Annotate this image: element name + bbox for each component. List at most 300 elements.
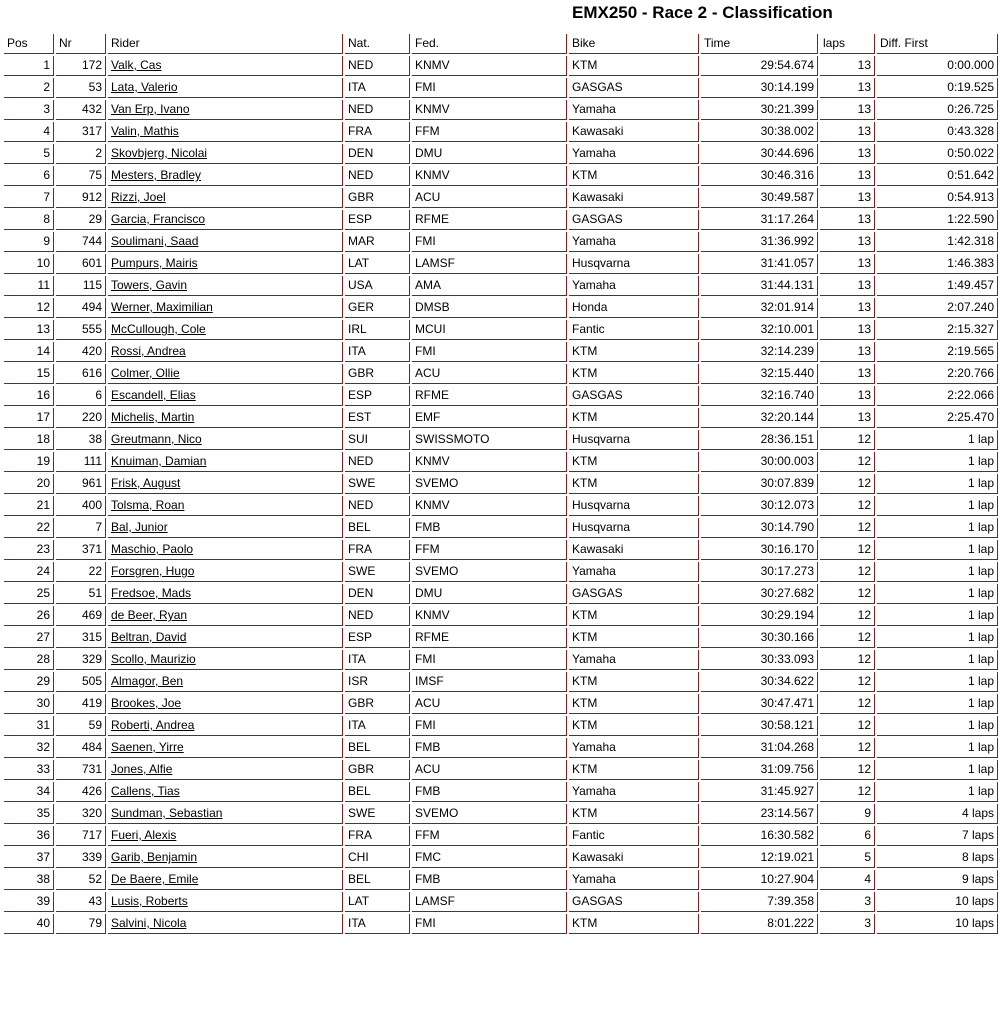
rider-link[interactable]: Frisk, August <box>111 476 181 490</box>
laps-cell: 13 <box>820 122 875 142</box>
table-row <box>4 452 998 472</box>
rider-link[interactable]: Rizzi, Joel <box>111 190 166 204</box>
rider-link[interactable]: Almagor, Ben <box>111 674 184 688</box>
federation-cell: KNMV <box>412 606 567 626</box>
time-cell: 30:58.121 <box>701 716 818 736</box>
pos-cell: 9 <box>4 232 54 252</box>
time-cell: 30:17.273 <box>701 562 818 582</box>
rider-cell <box>108 166 343 186</box>
rider-cell <box>108 386 343 406</box>
laps-cell: 13 <box>820 232 875 252</box>
rider-link[interactable]: Van Erp, Ivano <box>111 102 190 116</box>
rider-link[interactable]: Bal, Junior <box>111 520 168 534</box>
laps-cell: 13 <box>820 408 875 428</box>
table-row <box>4 606 998 626</box>
pos-cell: 30 <box>4 694 54 714</box>
rider-cell <box>108 474 343 494</box>
nation-cell: IRL <box>345 320 410 340</box>
nation-cell: ITA <box>345 914 410 934</box>
rider-cell <box>108 606 343 626</box>
nation-cell: BEL <box>345 518 410 538</box>
pos-cell: 10 <box>4 254 54 274</box>
nation-cell: EST <box>345 408 410 428</box>
laps-cell: 13 <box>820 276 875 296</box>
pos-cell: 39 <box>4 892 54 912</box>
number-cell: 329 <box>56 650 106 670</box>
time-cell: 30:34.622 <box>701 672 818 692</box>
time-cell: 32:15.440 <box>701 364 818 384</box>
diff-cell: 9 laps <box>877 870 998 890</box>
rider-cell <box>108 694 343 714</box>
diff-cell: 1 lap <box>877 452 998 472</box>
time-cell: 30:38.002 <box>701 122 818 142</box>
laps-cell: 13 <box>820 320 875 340</box>
number-cell: 744 <box>56 232 106 252</box>
federation-cell: KNMV <box>412 56 567 76</box>
rider-cell <box>108 804 343 824</box>
pos-cell: 28 <box>4 650 54 670</box>
number-cell: 912 <box>56 188 106 208</box>
federation-cell: SWISSMOTO <box>412 430 567 450</box>
pos-cell: 32 <box>4 738 54 758</box>
col-header-time: Time <box>701 34 818 54</box>
nation-cell: LAT <box>345 254 410 274</box>
pos-cell: 11 <box>4 276 54 296</box>
rider-cell <box>108 738 343 758</box>
nation-cell: DEN <box>345 144 410 164</box>
rider-cell <box>108 540 343 560</box>
time-cell: 32:16.740 <box>701 386 818 406</box>
diff-cell: 0:50.022 <box>877 144 998 164</box>
diff-cell: 1 lap <box>877 694 998 714</box>
header-row <box>4 34 998 54</box>
rider-link[interactable]: de Beer, Ryan <box>111 608 188 622</box>
page-title: EMX250 - Race 2 - Classification <box>572 3 833 22</box>
rider-link[interactable]: Saenen, Yirre <box>111 740 184 754</box>
bike-cell: Yamaha <box>569 144 699 164</box>
table-row <box>4 716 998 736</box>
diff-cell: 2:07.240 <box>877 298 998 318</box>
pos-cell: 23 <box>4 540 54 560</box>
laps-cell: 3 <box>820 914 875 934</box>
time-cell: 32:20.144 <box>701 408 818 428</box>
nation-cell: GER <box>345 298 410 318</box>
federation-cell: IMSF <box>412 672 567 692</box>
diff-cell: 1 lap <box>877 584 998 604</box>
table-row <box>4 870 998 890</box>
number-cell: 38 <box>56 430 106 450</box>
bike-cell: Yamaha <box>569 650 699 670</box>
col-header-nr: Nr <box>56 34 106 54</box>
rider-cell <box>108 650 343 670</box>
nation-cell: FRA <box>345 826 410 846</box>
rider-link[interactable]: Salvini, Nicola <box>111 916 187 930</box>
table-row <box>4 78 998 98</box>
col-header-rider: Rider <box>108 34 343 54</box>
number-cell: 75 <box>56 166 106 186</box>
number-cell: 555 <box>56 320 106 340</box>
nation-cell: GBR <box>345 364 410 384</box>
table-row <box>4 188 998 208</box>
federation-cell: FFM <box>412 540 567 560</box>
laps-cell: 13 <box>820 210 875 230</box>
laps-cell: 12 <box>820 474 875 494</box>
rider-link[interactable]: Mesters, Bradley <box>111 168 202 182</box>
number-cell: 717 <box>56 826 106 846</box>
bike-cell: KTM <box>569 716 699 736</box>
number-cell: 6 <box>56 386 106 406</box>
bike-cell: KTM <box>569 452 699 472</box>
rider-link[interactable]: Lusis, Roberts <box>111 894 188 908</box>
time-cell: 30:16.170 <box>701 540 818 560</box>
table-row <box>4 650 998 670</box>
nation-cell: FRA <box>345 122 410 142</box>
rider-cell <box>108 56 343 76</box>
table-row <box>4 914 998 934</box>
time-cell: 31:36.992 <box>701 232 818 252</box>
table-row <box>4 474 998 494</box>
federation-cell: SVEMO <box>412 804 567 824</box>
pos-cell: 34 <box>4 782 54 802</box>
rider-link[interactable]: Knuiman, Damian <box>111 454 207 468</box>
diff-cell: 1 lap <box>877 540 998 560</box>
laps-cell: 9 <box>820 804 875 824</box>
nation-cell: BEL <box>345 782 410 802</box>
time-cell: 30:44.696 <box>701 144 818 164</box>
pos-cell: 8 <box>4 210 54 230</box>
diff-cell: 1:42.318 <box>877 232 998 252</box>
table-row <box>4 122 998 142</box>
time-cell: 30:29.194 <box>701 606 818 626</box>
laps-cell: 12 <box>820 650 875 670</box>
diff-cell: 0:43.328 <box>877 122 998 142</box>
number-cell: 320 <box>56 804 106 824</box>
nation-cell: SWE <box>345 562 410 582</box>
rider-link[interactable]: Tolsma, Roan <box>111 498 185 512</box>
rider-link[interactable]: Werner, Maximilian <box>111 300 213 314</box>
diff-cell: 2:25.470 <box>877 408 998 428</box>
rider-link[interactable]: Michelis, Martin <box>111 410 195 424</box>
pos-cell: 1 <box>4 56 54 76</box>
rider-link[interactable]: Scollo, Maurizio <box>111 652 196 666</box>
pos-cell: 18 <box>4 430 54 450</box>
bike-cell: Husqvarna <box>569 430 699 450</box>
bike-cell: GASGAS <box>569 210 699 230</box>
col-header-diff: Diff. First <box>877 34 998 54</box>
federation-cell: KNMV <box>412 100 567 120</box>
number-cell: 420 <box>56 342 106 362</box>
pos-cell: 38 <box>4 870 54 890</box>
pos-cell: 21 <box>4 496 54 516</box>
col-header-pos: Pos <box>4 34 54 54</box>
rider-cell <box>108 100 343 120</box>
diff-cell: 1 lap <box>877 430 998 450</box>
federation-cell: RFME <box>412 210 567 230</box>
laps-cell: 13 <box>820 364 875 384</box>
diff-cell: 1 lap <box>877 496 998 516</box>
laps-cell: 12 <box>820 540 875 560</box>
rider-link[interactable]: De Baere, Emile <box>111 872 199 886</box>
pos-cell: 2 <box>4 78 54 98</box>
time-cell: 30:27.682 <box>701 584 818 604</box>
rider-link[interactable]: Fueri, Alexis <box>111 828 177 842</box>
number-cell: 505 <box>56 672 106 692</box>
rider-cell <box>108 518 343 538</box>
time-cell: 30:12.073 <box>701 496 818 516</box>
pos-cell: 27 <box>4 628 54 648</box>
time-cell: 7:39.358 <box>701 892 818 912</box>
rider-link[interactable]: Jones, Alfie <box>111 762 173 776</box>
federation-cell: RFME <box>412 628 567 648</box>
bike-cell: Husqvarna <box>569 496 699 516</box>
federation-cell: SVEMO <box>412 474 567 494</box>
rider-link[interactable]: Valin, Mathis <box>111 124 179 138</box>
federation-cell: FMI <box>412 650 567 670</box>
rider-link[interactable]: Beltran, David <box>111 630 187 644</box>
nation-cell: ITA <box>345 650 410 670</box>
number-cell: 172 <box>56 56 106 76</box>
rider-cell <box>108 320 343 340</box>
bike-cell: GASGAS <box>569 584 699 604</box>
laps-cell: 13 <box>820 298 875 318</box>
diff-cell: 1:46.383 <box>877 254 998 274</box>
bike-cell: KTM <box>569 804 699 824</box>
page-title-bar <box>0 3 1000 23</box>
bike-cell: Kawasaki <box>569 188 699 208</box>
federation-cell: ACU <box>412 188 567 208</box>
time-cell: 12:19.021 <box>701 848 818 868</box>
classification-table <box>2 32 1000 936</box>
pos-cell: 22 <box>4 518 54 538</box>
table-row <box>4 782 998 802</box>
number-cell: 371 <box>56 540 106 560</box>
rider-cell <box>108 672 343 692</box>
number-cell: 731 <box>56 760 106 780</box>
pos-cell: 12 <box>4 298 54 318</box>
bike-cell: Kawasaki <box>569 848 699 868</box>
number-cell: 7 <box>56 518 106 538</box>
time-cell: 30:47.471 <box>701 694 818 714</box>
rider-link[interactable]: Greutmann, Nico <box>111 432 202 446</box>
time-cell: 30:49.587 <box>701 188 818 208</box>
federation-cell: LAMSF <box>412 892 567 912</box>
nation-cell: GBR <box>345 760 410 780</box>
rider-link[interactable]: Fredsoe, Mads <box>111 586 192 600</box>
bike-cell: Yamaha <box>569 232 699 252</box>
number-cell: 52 <box>56 870 106 890</box>
table-row <box>4 694 998 714</box>
laps-cell: 6 <box>820 826 875 846</box>
pos-cell: 16 <box>4 386 54 406</box>
federation-cell: FMI <box>412 914 567 934</box>
laps-cell: 5 <box>820 848 875 868</box>
pos-cell: 37 <box>4 848 54 868</box>
rider-link[interactable]: Colmer, Ollie <box>111 366 180 380</box>
number-cell: 400 <box>56 496 106 516</box>
diff-cell: 1:49.457 <box>877 276 998 296</box>
table-row <box>4 386 998 406</box>
rider-link[interactable]: Soulimani, Saad <box>111 234 199 248</box>
bike-cell: KTM <box>569 166 699 186</box>
rider-link[interactable]: McCullough, Cole <box>111 322 206 336</box>
bike-cell: KTM <box>569 56 699 76</box>
rider-link[interactable]: Sundman, Sebastian <box>111 806 223 820</box>
rider-link[interactable]: Maschio, Paolo <box>111 542 194 556</box>
time-cell: 32:01.914 <box>701 298 818 318</box>
rider-cell <box>108 826 343 846</box>
time-cell: 30:00.003 <box>701 452 818 472</box>
col-header-fed: Fed. <box>412 34 567 54</box>
rider-link[interactable]: Garcia, Francisco <box>111 212 206 226</box>
table-row <box>4 210 998 230</box>
rider-link[interactable]: Pumpurs, Mairis <box>111 256 198 270</box>
col-header-nat: Nat. <box>345 34 410 54</box>
time-cell: 10:27.904 <box>701 870 818 890</box>
rider-cell <box>108 276 343 296</box>
time-cell: 28:36.151 <box>701 430 818 450</box>
federation-cell: FMI <box>412 78 567 98</box>
table-row <box>4 826 998 846</box>
bike-cell: Husqvarna <box>569 518 699 538</box>
number-cell: 339 <box>56 848 106 868</box>
bike-cell: KTM <box>569 672 699 692</box>
diff-cell: 1 lap <box>877 562 998 582</box>
rider-link[interactable]: Rossi, Andrea <box>111 344 186 358</box>
rider-link[interactable]: Forsgren, Hugo <box>111 564 195 578</box>
nation-cell: NED <box>345 496 410 516</box>
nation-cell: DEN <box>345 584 410 604</box>
table-row <box>4 848 998 868</box>
bike-cell: Yamaha <box>569 562 699 582</box>
federation-cell: FMB <box>412 870 567 890</box>
bike-cell: KTM <box>569 914 699 934</box>
bike-cell: Yamaha <box>569 276 699 296</box>
time-cell: 30:07.839 <box>701 474 818 494</box>
laps-cell: 12 <box>820 782 875 802</box>
table-row <box>4 100 998 120</box>
number-cell: 220 <box>56 408 106 428</box>
nation-cell: SUI <box>345 430 410 450</box>
table-row <box>4 738 998 758</box>
table-row <box>4 584 998 604</box>
time-cell: 32:14.239 <box>701 342 818 362</box>
table-row <box>4 144 998 164</box>
number-cell: 616 <box>56 364 106 384</box>
rider-cell <box>108 408 343 428</box>
rider-link[interactable]: Valk, Cas <box>111 58 162 72</box>
nation-cell: CHI <box>345 848 410 868</box>
rider-link[interactable]: Garib, Benjamin <box>111 850 198 864</box>
pos-cell: 36 <box>4 826 54 846</box>
nation-cell: ESP <box>345 386 410 406</box>
rider-cell <box>108 122 343 142</box>
diff-cell: 1 lap <box>877 518 998 538</box>
pos-cell: 35 <box>4 804 54 824</box>
laps-cell: 12 <box>820 672 875 692</box>
federation-cell: KNMV <box>412 496 567 516</box>
pos-cell: 29 <box>4 672 54 692</box>
table-row <box>4 364 998 384</box>
pos-cell: 15 <box>4 364 54 384</box>
rider-link[interactable]: Towers, Gavin <box>111 278 188 292</box>
table-row <box>4 298 998 318</box>
federation-cell: FFM <box>412 122 567 142</box>
rider-cell <box>108 232 343 252</box>
nation-cell: USA <box>345 276 410 296</box>
rider-cell <box>108 210 343 230</box>
nation-cell: MAR <box>345 232 410 252</box>
table-row <box>4 496 998 516</box>
number-cell: 2 <box>56 144 106 164</box>
laps-cell: 12 <box>820 562 875 582</box>
bike-cell: KTM <box>569 364 699 384</box>
laps-cell: 12 <box>820 518 875 538</box>
pos-cell: 26 <box>4 606 54 626</box>
time-cell: 32:10.001 <box>701 320 818 340</box>
diff-cell: 0:19.525 <box>877 78 998 98</box>
bike-cell: GASGAS <box>569 78 699 98</box>
time-cell: 29:54.674 <box>701 56 818 76</box>
rider-link[interactable]: Escandell, Elias <box>111 388 196 402</box>
rider-link[interactable]: Callens, Tias <box>111 784 180 798</box>
laps-cell: 12 <box>820 584 875 604</box>
diff-cell: 1 lap <box>877 650 998 670</box>
col-header-laps: laps <box>820 34 875 54</box>
diff-cell: 0:00.000 <box>877 56 998 76</box>
rider-link[interactable]: Brookes, Joe <box>111 696 182 710</box>
pos-cell: 40 <box>4 914 54 934</box>
rider-cell <box>108 782 343 802</box>
rider-cell <box>108 562 343 582</box>
rider-cell <box>108 254 343 274</box>
federation-cell: RFME <box>412 386 567 406</box>
rider-cell <box>108 914 343 934</box>
laps-cell: 13 <box>820 342 875 362</box>
laps-cell: 13 <box>820 188 875 208</box>
federation-cell: FMI <box>412 232 567 252</box>
nation-cell: NED <box>345 452 410 472</box>
diff-cell: 2:15.327 <box>877 320 998 340</box>
diff-cell: 0:51.642 <box>877 166 998 186</box>
number-cell: 22 <box>56 562 106 582</box>
table-row <box>4 804 998 824</box>
nation-cell: LAT <box>345 892 410 912</box>
rider-link[interactable]: Lata, Valerio <box>111 80 178 94</box>
nation-cell: ISR <box>345 672 410 692</box>
rider-cell <box>108 298 343 318</box>
federation-cell: FMB <box>412 738 567 758</box>
table-row <box>4 518 998 538</box>
time-cell: 30:21.399 <box>701 100 818 120</box>
table-row <box>4 254 998 274</box>
rider-cell <box>108 848 343 868</box>
federation-cell: SVEMO <box>412 562 567 582</box>
rider-link[interactable]: Skovbjerg, Nicolai <box>111 146 208 160</box>
classification-body <box>4 56 998 934</box>
pos-cell: 7 <box>4 188 54 208</box>
laps-cell: 12 <box>820 606 875 626</box>
rider-cell <box>108 892 343 912</box>
diff-cell: 4 laps <box>877 804 998 824</box>
pos-cell: 4 <box>4 122 54 142</box>
nation-cell: GBR <box>345 694 410 714</box>
rider-link[interactable]: Roberti, Andrea <box>111 718 195 732</box>
nation-cell: NED <box>345 100 410 120</box>
table-row <box>4 430 998 450</box>
number-cell: 29 <box>56 210 106 230</box>
rider-cell <box>108 628 343 648</box>
nation-cell: ESP <box>345 628 410 648</box>
